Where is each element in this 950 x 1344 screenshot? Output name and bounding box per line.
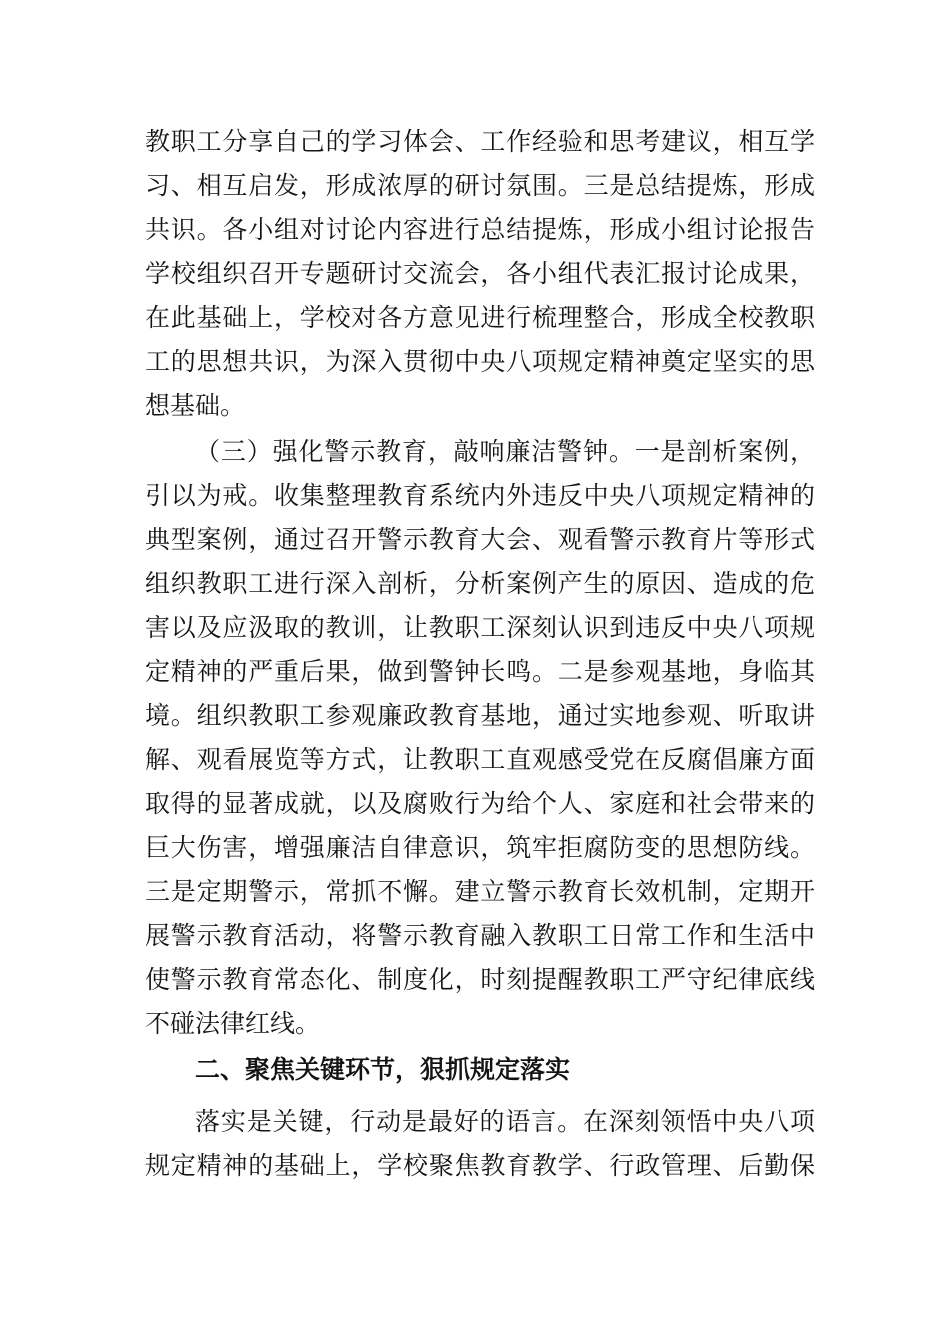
paragraph-line: 使警示教育常态化、制度化，时刻提醒教职工严守纪律底线: [145, 965, 815, 994]
paragraph-line: 定精神的严重后果，做到警钟长鸣。二是参观基地，身临其: [145, 657, 815, 686]
paragraph-line: 三是定期警示，常抓不懈。建立警示教育长效机制，定期开: [145, 877, 815, 906]
paragraph-line: 学校组织召开专题研讨交流会，各小组代表汇报讨论成果，: [145, 259, 815, 288]
chapter-heading: 二、聚焦关键环节，狠抓规定落实: [195, 1055, 571, 1084]
section-heading-line: （三）强化警示教育，敲响廉洁警钟。一是剖析案例，: [195, 437, 815, 466]
paragraph-line: 教职工分享自己的学习体会、工作经验和思考建议，相互学: [145, 127, 815, 156]
paragraph-line: 境。组织教职工参观廉政教育基地，通过实地参观、听取讲: [145, 701, 815, 730]
paragraph-line: 想基础。: [145, 391, 246, 420]
paragraph-line: 巨大伤害，增强廉洁自律意识，筑牢拒腐防变的思想防线。: [145, 833, 815, 862]
paragraph-line: 组织教职工进行深入剖析，分析案例产生的原因、造成的危: [145, 569, 815, 598]
paragraph-line: 展警示教育活动，将警示教育融入教职工日常工作和生活中: [145, 921, 815, 950]
paragraph-line: 解、观看展览等方式，让教职工直观感受党在反腐倡廉方面: [145, 745, 815, 774]
paragraph-line: 典型案例，通过召开警示教育大会、观看警示教育片等形式: [145, 525, 815, 554]
paragraph-line: 规定精神的基础上，学校聚焦教育教学、行政管理、后勤保: [145, 1151, 815, 1180]
paragraph-line: 共识。各小组对讨论内容进行总结提炼，形成小组讨论报告: [145, 215, 815, 244]
paragraph-line: 工的思想共识，为深入贯彻中央八项规定精神奠定坚实的思: [145, 347, 815, 376]
paragraph-line: 取得的显著成就，以及腐败行为给个人、家庭和社会带来的: [145, 789, 815, 818]
paragraph-line: 落实是关键，行动是最好的语言。在深刻领悟中央八项: [195, 1107, 815, 1136]
paragraph-line: 引以为戒。收集整理教育系统内外违反中央八项规定精神的: [145, 481, 815, 510]
paragraph-line: 习、相互启发，形成浓厚的研讨氛围。三是总结提炼，形成: [145, 171, 815, 200]
paragraph-line: 害以及应汲取的教训，让教职工深刻认识到违反中央八项规: [145, 613, 815, 642]
paragraph-line: 在此基础上，学校对各方意见进行梳理整合，形成全校教职: [145, 303, 815, 332]
paragraph-line: 不碰法律红线。: [145, 1009, 321, 1038]
